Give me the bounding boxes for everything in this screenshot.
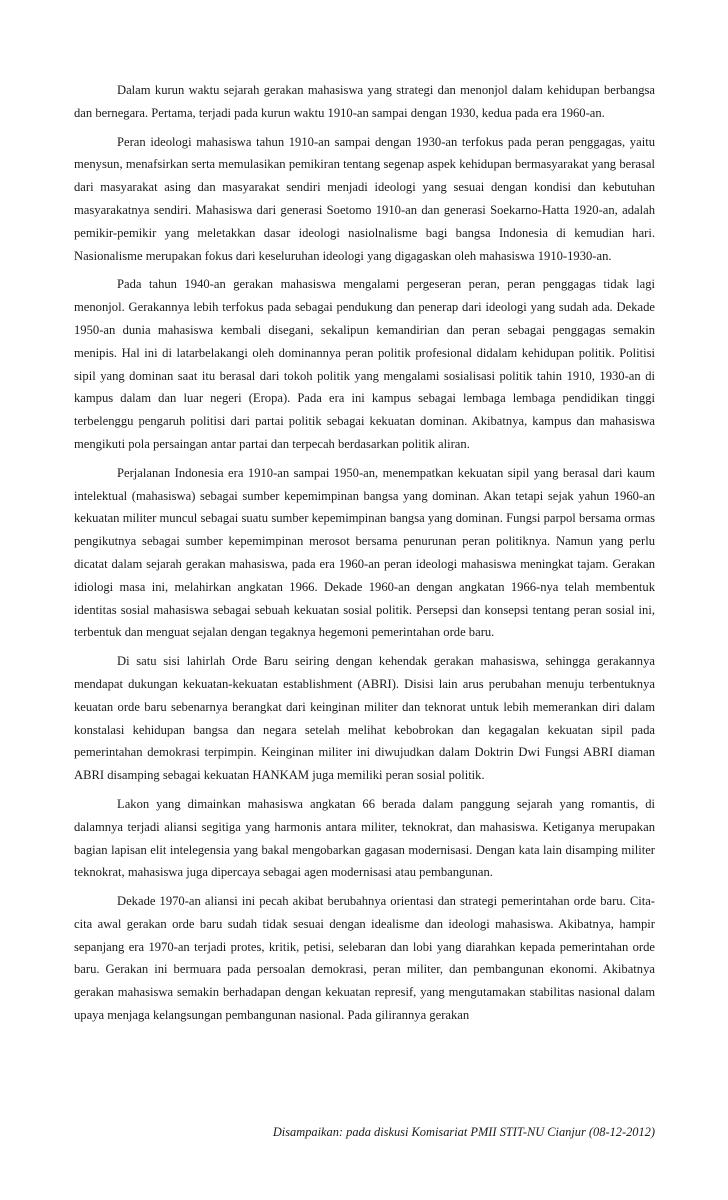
document-body	[74, 79, 655, 1033]
paragraph-5: Di satu sisi lahirlah Orde Baru seiring dengan kehendak gerakan mahasiswa, sehingga gerakannya mendapat dukungan kekuatan-kekuatan establishment (ABRI). Disisi lain arus perubahan menuju terbentuknya keuatan orde baru sebenarnya berangkat dari keinginan militer dan teknorat untuk lebih memerankan diri dalam konstalasi kehidupan bangsa dan negara setelah melihat kebobrokan dan kegagalan kekuatan sipil pada pemerintahan demokrasi terpimpin. Keinginan militer ini diwujudkan dalam Doktrin Dwi Fungsi ABRI diaman ABRI disamping sebagai kekuatan HANKAM juga memiliki peran sosial politik.	[74, 654, 655, 783]
paragraph-7: Dekade 1970-an aliansi ini pecah akibat berubahnya orientasi dan strategi pemerintahan orde baru. Cita-cita awal gerakan orde baru sudah tidak sesuai dengan idealisme dan ideologi mahasiswa. Akibatnya, hampir sepanjang era 1970-an terjadi protes, kritik, petisi, selebaran dan lobi yang diarahkan kepada pemerintahan orde baru. Gerakan ini bermuara pada persoalan demokrasi, peran militer, dan pembangunan ekonomi. Akibatnya gerakan mahasiswa semakin berhadapan dengan kekuatan represif, yang mengutamakan stabilitas nasional dalam upaya menjaga kelangsungan pembangunan nasional. Pada gilirannya gerakan	[74, 894, 655, 1023]
paragraph-3: Pada tahun 1940-an gerakan mahasiswa mengalami pergeseran peran, peran penggagas tidak lagi menonjol. Gerakannya lebih terfokus pada sebagai pendukung dan penerap dari ideologi yang sudah ada. Dekade 1950-an dunia mahasiswa kembali disegani, sekalipun kemandirian dan peran sebagai penggagas semakin menipis. Hal ini di latarbelakangi oleh dominannya peran politik profesional didalam kehidupan politik. Politisi sipil yang dominan saat itu berasal dari tokoh politik yang mengalami sosialisasi politik tahin 1910, 1930-an di kampus dalam dan luar negeri (Eropa). Pada era ini kampus sebagai lembaga lembaga pendidikan tinggi terbelenggu pengaruh politisi dari partai politik sebagai kekuatan dominan. Akibatnya, kampus dan mahasiswa mengikuti pola persaingan antar partai dan terpecah berdasarkan politik aliran.	[74, 277, 655, 451]
paragraph-2: Peran ideologi mahasiswa tahun 1910-an sampai dengan 1930-an terfokus pada peran penggagas, yaitu menysun, menafsirkan serta memulasikan pemikiran tentang segenap aspek kehidupan bermasyarakat yang berasal dari masyarakat asing dan masyarakat sendiri menjadi ideologi yang sesuai dengan kondisi dan kebutuhan masyarakatnya sendiri. Mahasiswa dari generasi Soetomo 1910-an dan generasi Soekarno-Hatta 1920-an, adalah pemikir-pemikir yang meletakkan dasar ideologi nasiolnalisme bagi bangsa Indonesia di kemudian hari. Nasionalisme merupakan fokus dari keseluruhan ideologi yang digagaskan oleh mahasiswa 1910-1930-an.	[74, 134, 655, 263]
paragraph-4: Perjalanan Indonesia era 1910-an sampai 1950-an, menempatkan kekuatan sipil yang berasal dari kaum intelektual (mahasiswa) sebagai sumber kepemimpinan bangsa yang dominan. Akan tetapi sejak yahun 1960-an kekuatan militer muncul sebagai suatu sumber kepemimpinan bangsa yang dominan. Fungsi parpol bersama ormas pengikutnya sebagai sumber kepemimpinan merosot bersama penurunan peran politiknya. Namun yang perlu dicatat dalam sejarah gerakan mahasiswa, pada era 1960-an peran ideologi mahasiswa meningkat tajam. Gerakan idiologi masa ini, melahirkan angkatan 1966. Dekade 1960-an dengan angkatan 1966-nya telah membentuk identitas sosial mahasiswa sebagai sebuah kekuatan sosial politik. Persepsi dan konsepsi tentang peran sosial ini, terbentuk dan menguat sejalan dengan tegaknya hegemoni pemerintahan orde baru.	[74, 465, 655, 640]
paragraph-6: Lakon yang dimainkan mahasiswa angkatan 66 berada dalam panggung sejarah yang romantis, di dalamnya terjadi aliansi segitiga yang harmonis antara militer, teknokrat, dan mahasiswa. Ketiganya merupakan bagian lapisan elit intelegensia yang bakal mengobarkan gagasan modernisasi. Dengan kata lain disamping militer teknokrat, mahasiswa juga dipercaya sebagai agen modernisasi atau pembangunan.	[74, 796, 655, 880]
paragraph-1: Dalam kurun waktu sejarah gerakan mahasiswa yang strategi dan menonjol dalam kehidupan berbangsa dan bernegara. Pertama, terjadi pada kurun waktu 1910-an sampai dengan 1930, kedua pada era 1960-an.	[74, 83, 655, 120]
page-footer: Disampaikan: pada diskusi Komisariat PMII STIT-NU Cianjur (08-12-2012)	[272, 1125, 655, 1139]
